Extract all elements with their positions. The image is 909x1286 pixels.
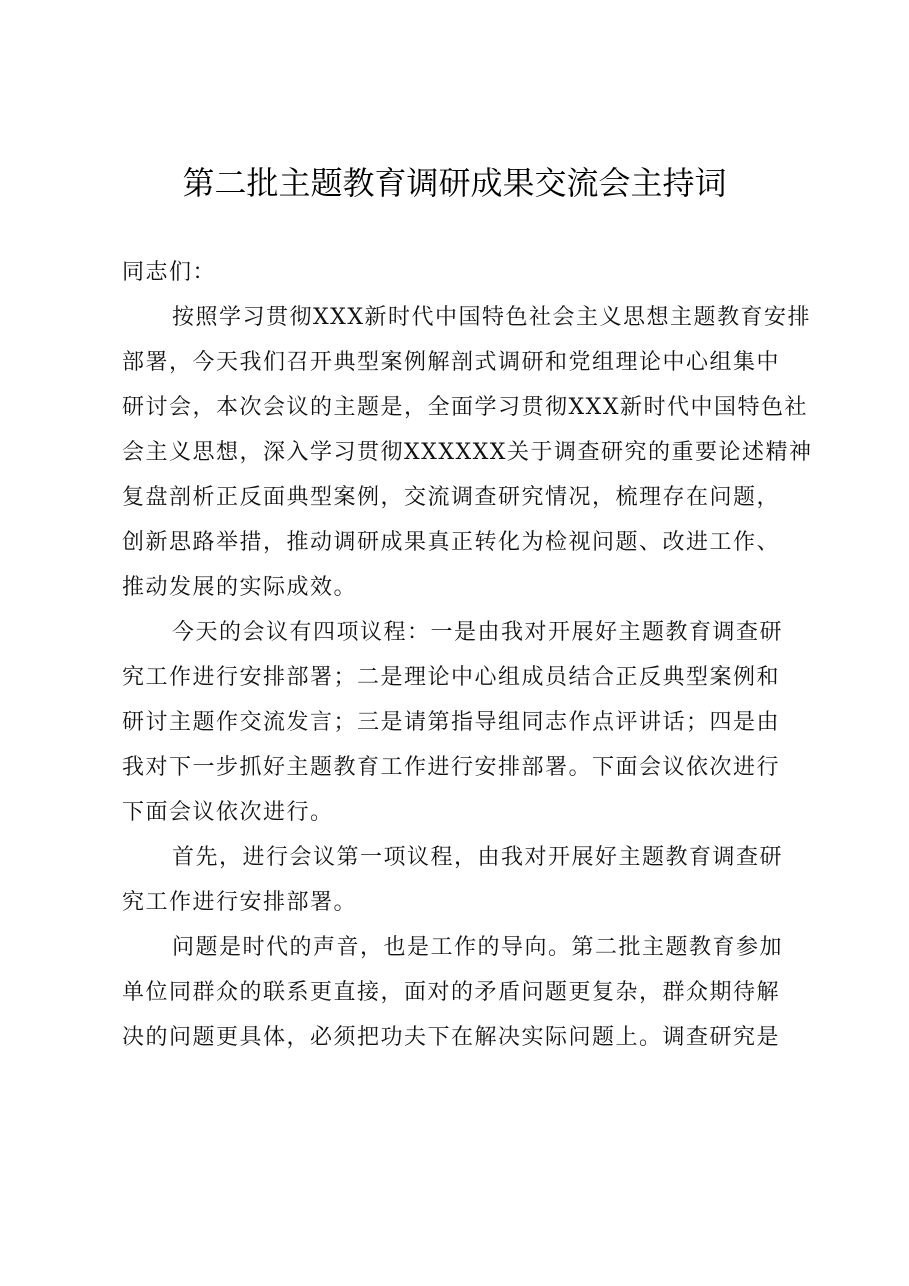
paragraph-line: 复盘剖析正反面典型案例，交流调查研究情况，梳理存在问题， [122, 485, 781, 510]
paragraph-line: 今天的会议有四项议程：一是由我对开展好主题教育调查研 [172, 620, 784, 645]
paragraph-line: 创新思路举措，推动调研成果真正转化为检视问题、改进工作、 [122, 530, 781, 555]
paragraph-line: 究工作进行安排部署；二是理论中心组成员结合正反典型案例和 [122, 665, 781, 690]
paragraph-line: 部署，今天我们召开典型案例解剖式调研和党组理论中心组集中 [122, 350, 781, 375]
paragraph-line: 单位同群众的联系更直接，面对的矛盾问题更复杂，群众期待解 [122, 980, 781, 1005]
document-title: 第二批主题教育调研成果交流会主持词 [182, 164, 727, 202]
paragraph-line: 下面会议依次进行。 [122, 800, 334, 825]
paragraph-line: 会主义思想，深入学习贯彻XXXXXX关于调查研究的重要论述精神 [122, 440, 813, 465]
paragraph-line: 究工作进行安排部署。 [122, 890, 358, 915]
paragraph-line: 推动发展的实际成效。 [122, 575, 358, 600]
paragraph-line: 首先，进行会议第一项议程，由我对开展好主题教育调查研 [172, 845, 784, 870]
paragraph-line: 问题是时代的声音，也是工作的导向。第二批主题教育参加 [172, 935, 784, 960]
paragraph-line: 按照学习贯彻XXX新时代中国特色社会主义思想主题教育安排 [172, 305, 811, 330]
salutation-line: 同志们： [122, 260, 217, 285]
paragraph-line: 决的问题更具体，必须把功夫下在解决实际问题上。调查研究是 [122, 1025, 781, 1050]
paragraph-line: 研讨主题作交流发言；三是请第指导组同志作点评讲话；四是由 [122, 710, 781, 735]
document-body [122, 250, 812, 1060]
paragraph-line: 研讨会，本次会议的主题是，全面学习贯彻XXX新时代中国特色社 [122, 395, 808, 420]
paragraph-line: 我对下一步抓好主题教育工作进行安排部署。下面会议依次进行 [122, 755, 781, 780]
